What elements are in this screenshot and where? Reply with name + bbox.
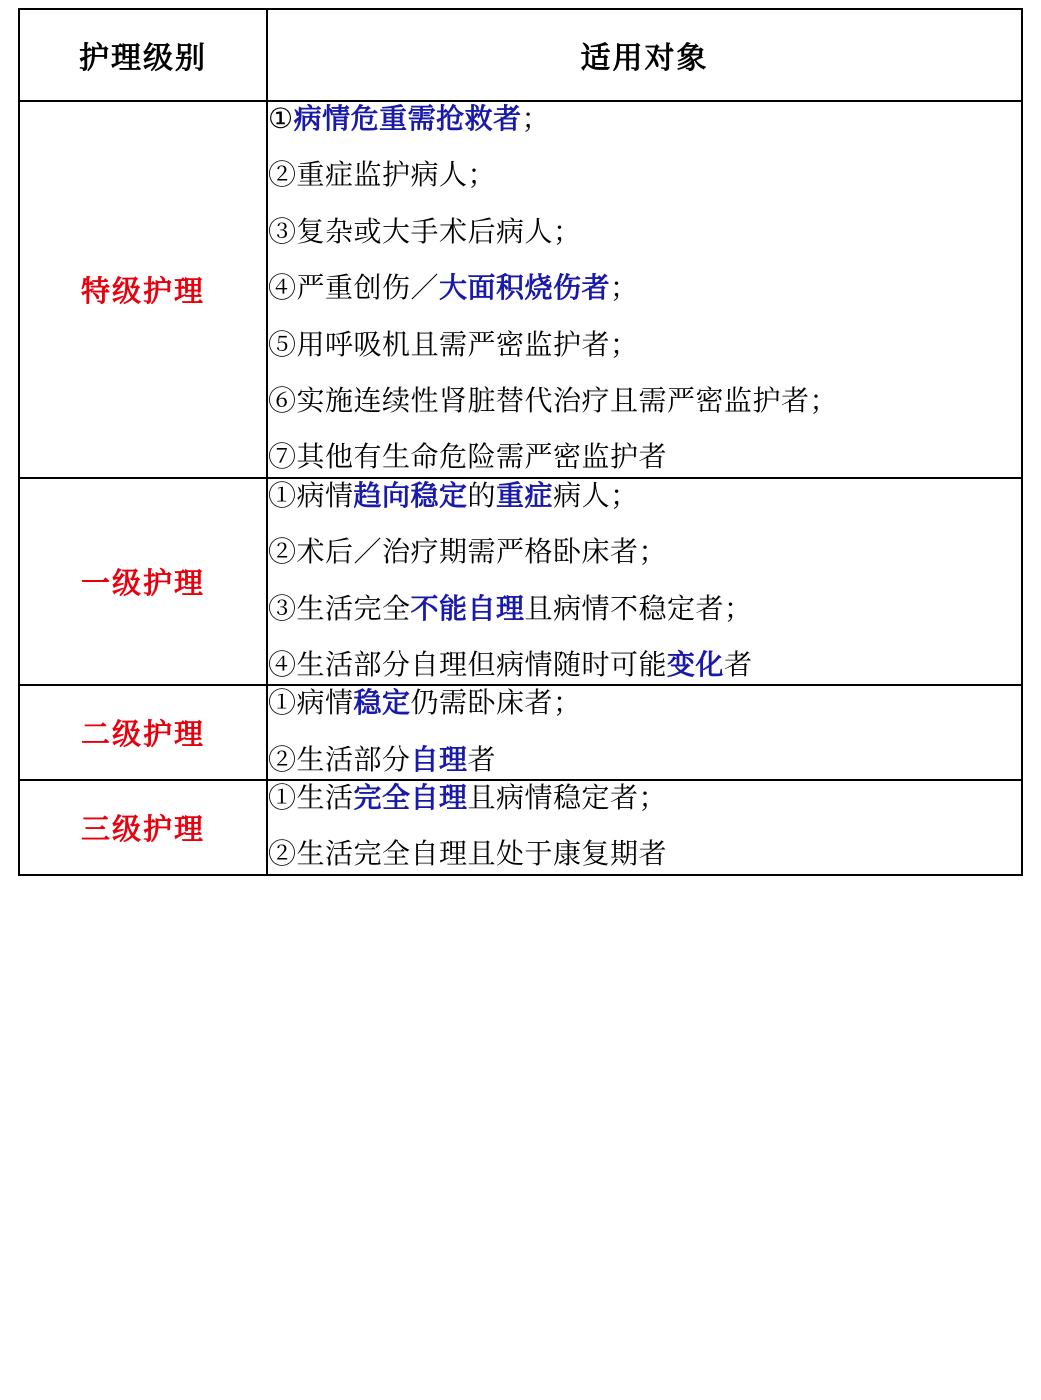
care-level-label: 一级护理 — [19, 478, 267, 686]
item-text: ③生活完全 — [268, 593, 411, 625]
table-body — [19, 101, 1022, 875]
document-page — [0, 8, 1041, 1400]
care-target-list — [267, 478, 1022, 686]
list-item — [268, 384, 1021, 420]
item-text: ②生活完全自理且处于康复期者 — [268, 839, 668, 871]
item-text: ④严重创伤／ — [268, 273, 440, 305]
item-text: 且病情稳定者； — [467, 783, 668, 815]
item-text: ⑤用呼吸机且需严密监护者； — [268, 329, 639, 361]
item-text: ①生活 — [268, 783, 354, 815]
list-item — [268, 686, 1021, 722]
highlighted-text: 变化 — [667, 649, 725, 681]
highlighted-text: 不能自理 — [410, 593, 525, 625]
item-text: ； — [521, 104, 551, 135]
highlighted-text: 大面积烧伤者 — [439, 273, 611, 305]
item-text: ⑦其他有生命危险需严密监护者 — [268, 442, 668, 474]
list-item — [268, 648, 1021, 684]
item-text: ②重症监护病人； — [268, 160, 497, 192]
item-text: 病人； — [553, 480, 639, 512]
column-header-level: 护理级别 — [19, 9, 267, 101]
item-text: ③复杂或大手术后病人； — [268, 216, 582, 248]
item-text: ①病情 — [268, 480, 354, 512]
list-item — [268, 158, 1021, 194]
list-item — [268, 271, 1021, 307]
list-item — [268, 479, 1021, 515]
item-text: 者 — [724, 649, 753, 681]
list-item — [268, 215, 1021, 251]
item-text: 且病情不稳定者； — [524, 593, 753, 625]
list-item — [268, 440, 1021, 476]
care-target-list — [267, 780, 1022, 875]
item-text: ①病情 — [268, 688, 354, 720]
highlighted-text: 完全自理 — [353, 783, 468, 815]
list-item — [268, 535, 1021, 571]
item-text: ②术后／治疗期需严格卧床者； — [268, 537, 668, 569]
highlighted-text: 自理 — [410, 744, 468, 776]
list-item — [268, 743, 1021, 779]
item-text: ； — [610, 273, 639, 305]
list-item — [268, 837, 1021, 873]
highlighted-text: 重症 — [496, 480, 554, 512]
list-item — [268, 781, 1021, 817]
item-text: 的 — [467, 480, 497, 512]
highlighted-text: 病情危重需抢救者 — [293, 104, 522, 135]
item-text: ⑥实施连续性肾脏替代治疗且需严密监护者； — [268, 385, 839, 417]
table-row — [19, 780, 1022, 875]
list-item — [268, 592, 1021, 628]
nursing-level-table — [18, 8, 1023, 876]
care-target-list — [267, 101, 1022, 478]
care-level-label: 三级护理 — [19, 780, 267, 875]
table-header-row — [19, 9, 1022, 101]
highlighted-text: 稳定 — [353, 688, 411, 720]
list-item — [268, 328, 1021, 364]
item-text: 仍需卧床者； — [410, 688, 582, 720]
table-row — [19, 478, 1022, 686]
care-level-label: 特级护理 — [19, 101, 267, 478]
item-text: ① — [268, 104, 294, 135]
item-text: 者 — [467, 744, 497, 776]
column-header-target: 适用对象 — [267, 9, 1022, 101]
care-level-label: 二级护理 — [19, 685, 267, 780]
table-row — [19, 685, 1022, 780]
item-text: ②生活部分 — [268, 744, 411, 776]
table-row — [19, 101, 1022, 478]
highlighted-text: 趋向稳定 — [353, 480, 468, 512]
care-target-list — [267, 685, 1022, 780]
item-text: ④生活部分自理但病情随时可能 — [268, 649, 668, 681]
list-item — [268, 102, 1021, 138]
